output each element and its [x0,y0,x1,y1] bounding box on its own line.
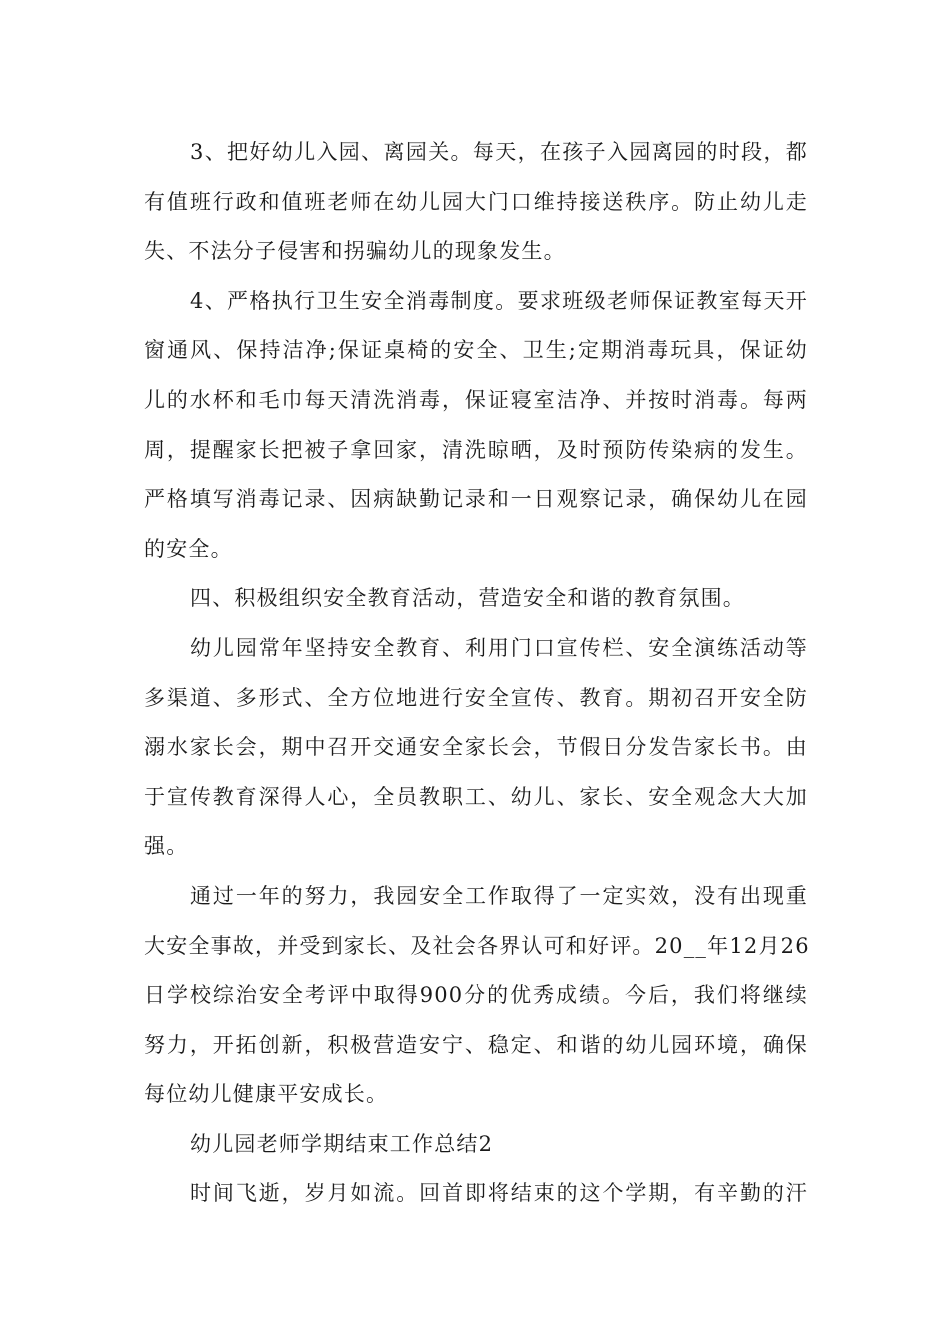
text-line: 大安全事故，并受到家长、及社会各界认可和好评。20__年12月26 [144,933,810,958]
text-line: 四、积极组织安全教育活动，营造安全和谐的教育氛围。 [190,586,745,611]
text-line: 通过一年的努力，我园安全工作取得了一定实效，没有出现重 [190,883,808,908]
text-line: 儿的水杯和毛巾每天清洗消毒，保证寝室洁净、并按时消毒。每两 [144,387,808,412]
text-line: 幼儿园老师学期结束工作总结2 [190,1131,494,1156]
text-line: 时间飞逝，岁月如流。回首即将结束的这个学期，有辛勤的汗 [190,1181,808,1206]
text-line: 有值班行政和值班老师在幼儿园大门口维持接送秩序。防止幼儿走 [144,189,808,214]
text-line: 失、不法分子侵害和拐骗幼儿的现象发生。 [144,239,566,264]
text-line: 周，提醒家长把被子拿回家，清洗晾晒，及时预防传染病的发生。 [144,437,808,462]
paragraph-hygiene-disinfection [144,277,808,575]
text-line: 严格填写消毒记录、因病缺勤记录和一日观察记录，确保幼儿在园 [144,487,808,512]
text-line: 于宣传教育深得人心，全员教职工、幼儿、家长、安全观念大大加 [144,784,808,809]
section-heading-safety-education [144,574,808,624]
paragraph-safety-education [144,624,808,872]
document-body [144,128,808,1219]
text-line: 溺水家长会，期中召开交通安全家长会，节假日分发告家长书。由 [144,735,808,760]
text-line: 4、严格执行卫生安全消毒制度。要求班级老师保证教室每天开 [190,288,808,313]
text-line: 3、把好幼儿入园、离园关。每天，在孩子入园离园的时段，都 [190,140,808,164]
text-line: 日学校综治安全考评中取得900分的优秀成绩。今后，我们将继续 [144,983,808,1008]
text-line: 每位幼儿健康平安成长。 [144,1082,389,1107]
paragraph-opening [144,1169,808,1219]
text-line: 努力，开拓创新，积极营造安宁、稳定、和谐的幼儿园环境，确保 [144,1032,808,1057]
text-line: 窗通风、保持洁净;保证桌椅的安全、卫生;定期消毒玩具，保证幼 [144,338,808,363]
text-line: 幼儿园常年坚持安全教育、利用门口宣传栏、安全演练活动等 [190,635,808,660]
section-title-summary-2 [144,1120,808,1170]
text-line: 强。 [144,834,189,859]
text-line: 的安全。 [144,536,233,561]
text-line: 多渠道、多形式、全方位地进行安全宣传、教育。期初召开安全防 [144,685,808,710]
paragraph-pickup-safety [144,128,808,277]
paragraph-year-summary [144,872,808,1120]
